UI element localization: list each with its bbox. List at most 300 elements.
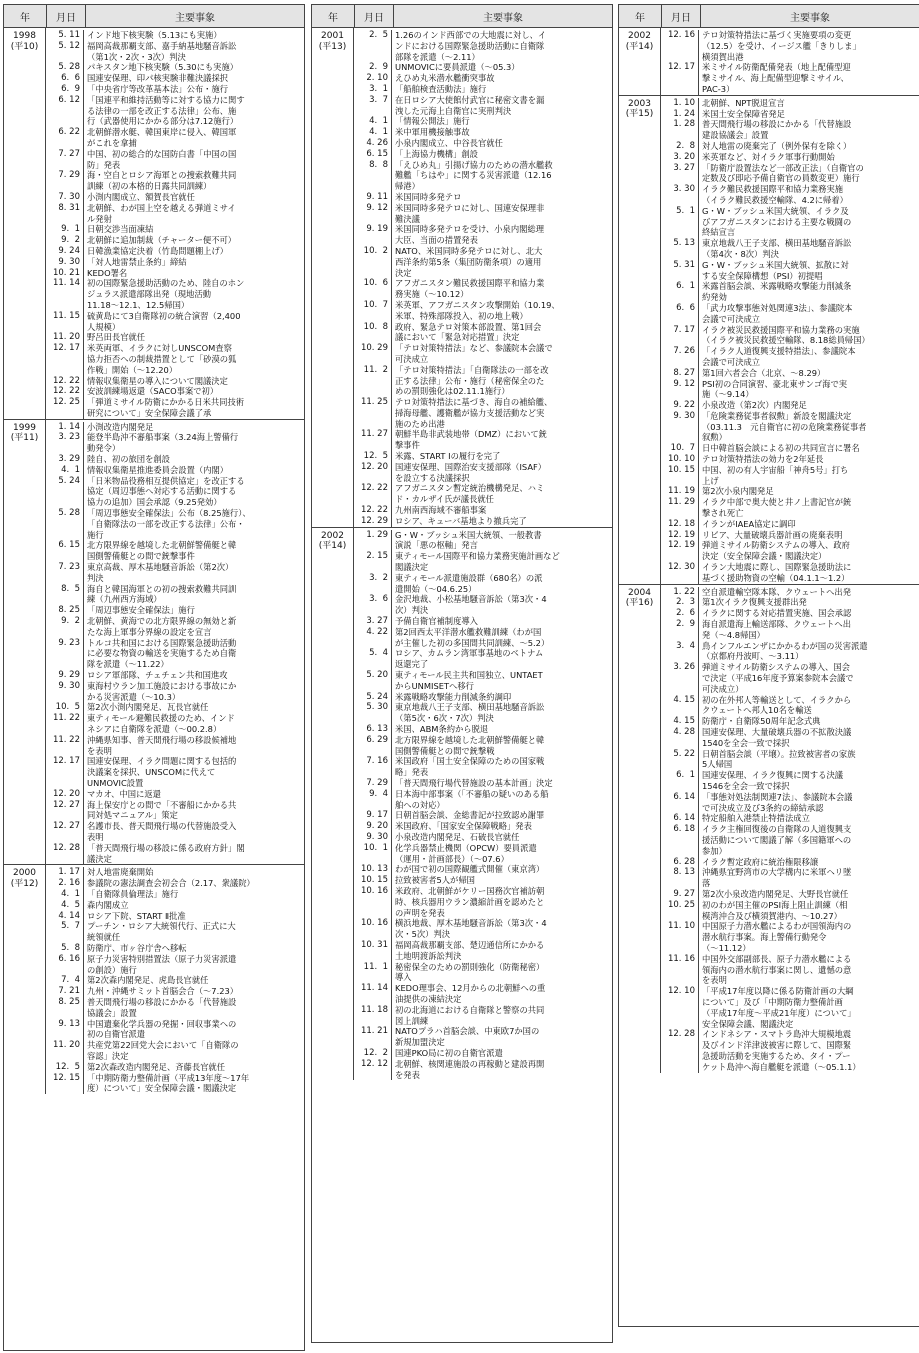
table-row bbox=[661, 619, 919, 641]
table-row bbox=[354, 1048, 612, 1059]
table-row bbox=[46, 889, 304, 900]
table-row bbox=[46, 800, 304, 822]
event-date: 1. 14 bbox=[46, 422, 84, 433]
table-row bbox=[354, 462, 612, 484]
event-text: KEDO署名 bbox=[87, 267, 128, 278]
event-date: 7. 29 bbox=[46, 170, 84, 192]
event-date: 9. 30 bbox=[661, 411, 699, 443]
event-date: 12. 22 bbox=[46, 376, 84, 387]
table-row bbox=[354, 138, 612, 149]
table-row bbox=[354, 735, 612, 757]
event-date: 9. 13 bbox=[46, 1019, 84, 1041]
table-row bbox=[354, 429, 612, 451]
table-row bbox=[46, 997, 304, 1019]
table-row bbox=[661, 109, 919, 120]
event-text: 沖縄県宜野湾市の大学構内に米軍ヘリ墜 落 bbox=[702, 867, 852, 889]
table-row bbox=[46, 422, 304, 433]
event-date: 4. 1 bbox=[46, 465, 84, 476]
event-date: 8. 25 bbox=[46, 997, 84, 1019]
event-date: 6. 6 bbox=[46, 73, 84, 84]
event-text: 対人地雷廃棄開始 bbox=[87, 867, 154, 878]
event-text: 日中韓首脳会談による初の共同宣言に署名 bbox=[702, 443, 860, 454]
event-date: 9. 29 bbox=[46, 670, 84, 681]
event-date: 5. 4 bbox=[354, 648, 392, 670]
event-date: 1. 10 bbox=[661, 98, 699, 109]
event-date: 11. 27 bbox=[354, 429, 392, 451]
event-text: 鳥インフルエンザにかかるわが国の災害派遣 （京都府丹波町、〜3.11） bbox=[702, 640, 868, 662]
year-label: 2000 bbox=[13, 868, 36, 879]
table-row bbox=[46, 235, 304, 246]
event-date: 5. 20 bbox=[354, 670, 392, 692]
event-date: 10. 6 bbox=[354, 278, 392, 300]
event-text: 「周辺事態安全確保法」施行 bbox=[87, 605, 195, 616]
event-date: 8. 31 bbox=[46, 203, 84, 225]
event-date: 6. 15 bbox=[354, 149, 392, 160]
event-date: 9. 2 bbox=[46, 616, 84, 638]
event-date: 9. 1 bbox=[46, 224, 84, 235]
event-date: 4. 1 bbox=[354, 116, 392, 127]
event-text: 中国原子力潜水艦によるわが国領海内の 潜水航行事案。海上警備行動発令 （〜11.12） bbox=[702, 921, 852, 953]
event-date: 10. 16 bbox=[354, 886, 392, 918]
event-text: 中国、初の有人宇宙船「神舟5号」打ち 上げ bbox=[702, 464, 849, 486]
event-text: 海自と韓国海軍との初の捜索救難共同訓 練（九州西方海域） bbox=[87, 583, 237, 605]
header-date: 月日 bbox=[662, 5, 701, 27]
event-date: 7. 17 bbox=[661, 325, 699, 347]
event-date: 10. 21 bbox=[46, 268, 84, 279]
table-row bbox=[661, 379, 919, 401]
table-row bbox=[354, 821, 612, 832]
event-date: 5. 8 bbox=[46, 943, 84, 954]
table-row bbox=[354, 724, 612, 735]
year-cell bbox=[619, 28, 661, 95]
event-text: 防衛庁・自衛隊50周年記念式典 bbox=[702, 716, 821, 727]
table-row bbox=[354, 918, 612, 940]
table-row bbox=[661, 770, 919, 792]
event-text: 第2次森改造内閣発足、斉藤長官就任 bbox=[87, 1061, 226, 1072]
event-date: 3. 4 bbox=[661, 641, 699, 663]
table-row bbox=[661, 889, 919, 900]
event-text: イラク中部で奥大使と井ノ上書記官が銃 撃され死亡 bbox=[702, 497, 852, 519]
table-row bbox=[46, 702, 304, 713]
event-text: 普天間飛行場の移設にかかる「代替施設 建設協議会」設置 bbox=[702, 119, 852, 141]
event-date: 1. 17 bbox=[46, 867, 84, 878]
table-row bbox=[661, 238, 919, 260]
event-date: 5. 22 bbox=[661, 749, 699, 771]
event-date: 4. 15 bbox=[661, 695, 699, 717]
event-date: 11. 22 bbox=[46, 713, 84, 735]
table-row bbox=[354, 116, 612, 127]
event-date: 12. 19 bbox=[661, 540, 699, 562]
event-text: 東ティモール民主共和国独立、UNTAET からUNMISETへ移行 bbox=[395, 670, 543, 691]
event-text: イラク難民救援国際平和協力業務実施 （イラク難民救援空輸隊、4.2に帰着） bbox=[702, 184, 848, 205]
table-row bbox=[354, 648, 612, 670]
event-date: 10. 16 bbox=[354, 918, 392, 940]
header-year: 年 bbox=[619, 5, 662, 27]
event-date: 3. 2 bbox=[354, 573, 392, 595]
table-row bbox=[661, 325, 919, 347]
table-row bbox=[661, 587, 919, 598]
event-text: 中国外交部副部長、原子力潜水艦による 領海内の潜水航行事案に関し、遺憾の意 を表明 bbox=[702, 953, 852, 986]
event-date: 12. 17 bbox=[661, 62, 699, 94]
table-row bbox=[46, 476, 304, 508]
table-row bbox=[661, 260, 919, 282]
event-date: 4. 22 bbox=[354, 627, 392, 649]
event-text: 「情報公開法」施行 bbox=[395, 116, 470, 127]
table-row bbox=[46, 508, 304, 540]
table-row bbox=[354, 149, 612, 160]
table-row bbox=[354, 789, 612, 811]
table-row bbox=[46, 605, 304, 616]
table-row bbox=[46, 62, 304, 73]
table-row bbox=[661, 30, 919, 62]
event-text: ロシア軍部隊、チェチェン共和国進攻 bbox=[87, 670, 228, 681]
table-row bbox=[354, 702, 612, 724]
event-date: 3. 6 bbox=[354, 594, 392, 616]
table-row bbox=[354, 778, 612, 789]
event-date: 7. 27 bbox=[46, 149, 84, 171]
event-date: 11. 20 bbox=[46, 1040, 84, 1062]
event-text: イラク暫定政府に統治権限移譲 bbox=[702, 856, 819, 867]
table-row bbox=[46, 246, 304, 257]
event-date: 9. 30 bbox=[354, 832, 392, 843]
event-text: 「防衛庁設置法など一部改正法」（自衛官の 定数及び即応予備自衛官の員数変更）施行 bbox=[702, 162, 864, 184]
event-date: 9. 22 bbox=[661, 400, 699, 411]
event-date: 11. 22 bbox=[46, 735, 84, 757]
table-row bbox=[354, 300, 612, 322]
table-row bbox=[46, 616, 304, 638]
table-row bbox=[46, 638, 304, 670]
event-text: 「弾道ミサイル防衛にかかる日米共同技術 研究について」安全保障会議了承 bbox=[87, 397, 245, 418]
event-text: 北朝鮮、わが国上空を越える弾道ミサイ ル発射 bbox=[87, 202, 236, 224]
era-label: (平13) bbox=[318, 41, 347, 52]
event-text: 「テロ対策特措法」など、参議院本会議で 可決成立 bbox=[395, 343, 553, 364]
event-text: PSI初の合同演習、豪北東サンゴ海で実 施（〜9.14） bbox=[702, 378, 848, 400]
event-date: 11. 20 bbox=[46, 332, 84, 343]
event-date: 9. 2 bbox=[46, 235, 84, 246]
event-date: 3. 29 bbox=[46, 454, 84, 465]
table-row bbox=[46, 149, 304, 171]
event-text: 米英軍、アフガニスタン攻撃開始（10.19、 米軍、特殊部隊投入、初の地上戦） bbox=[395, 299, 560, 321]
table-row bbox=[46, 789, 304, 800]
table-row bbox=[46, 432, 304, 454]
table-row bbox=[661, 562, 919, 584]
event-text: 東ティモール避難民救援のため、インド ネシアに自衛隊を派遣（〜00.2.8） bbox=[87, 713, 235, 734]
year-cell bbox=[4, 420, 46, 865]
table-row bbox=[46, 95, 304, 127]
table-row bbox=[354, 692, 612, 703]
event-date: 2. 16 bbox=[46, 878, 84, 889]
event-text: 「武力攻撃事態対処関連3法」、参議院本 会議で可決成立 bbox=[702, 302, 853, 324]
event-text: NATO、米国同時多発テロに対し、北大 西洋条約第5条（集団防衛条項）の適用 決定 bbox=[395, 245, 543, 278]
event-text: 「周辺事態安全確保法」公布（8.25施行）、 「自衛隊法の一部を改正する法律」公布・ 施行 bbox=[87, 508, 251, 540]
event-date: 9. 27 bbox=[661, 889, 699, 900]
table-row bbox=[46, 454, 304, 465]
event-text: 初の在外邦人等輸送として、イラクから クウェートへ邦人10名を輸送 bbox=[702, 694, 852, 716]
event-text: テロ対策特措法に基づき、海自の補給艦、 掃海母艦、護衛艦が協力支援活動など実 施のため出港 bbox=[395, 397, 553, 429]
event-text: 米中軍用機接触事故 bbox=[395, 127, 470, 138]
table-row bbox=[661, 400, 919, 411]
event-text: 小泉改造（第2次）内閣発足 bbox=[702, 400, 807, 411]
event-text: 名護市長、普天間飛行場の代替施設受入 表明 bbox=[87, 821, 237, 842]
event-text: 安波訓練場返還（SACO事案で初） bbox=[87, 386, 219, 397]
event-text: 「中央省庁等改革基本法」公布・施行 bbox=[87, 83, 229, 94]
event-date: 11. 29 bbox=[661, 497, 699, 519]
event-date: 5. 24 bbox=[46, 476, 84, 508]
event-date: 11. 25 bbox=[354, 397, 392, 429]
table-row bbox=[46, 735, 304, 757]
era-label: (平11) bbox=[10, 433, 39, 444]
event-date: 11. 14 bbox=[46, 278, 84, 310]
event-date: 7. 29 bbox=[354, 778, 392, 789]
year-label: 2002 bbox=[321, 530, 344, 541]
table-row bbox=[46, 465, 304, 476]
table-row bbox=[354, 940, 612, 962]
event-date: 9. 12 bbox=[661, 379, 699, 401]
event-text: 第2次森内閣発足、虎島長官就任 bbox=[87, 975, 209, 986]
year-block bbox=[312, 28, 612, 528]
event-date: 2. 6 bbox=[661, 608, 699, 619]
event-text: 米国同時多発テロ bbox=[395, 191, 462, 202]
event-date: 9. 11 bbox=[354, 192, 392, 203]
table-row bbox=[661, 163, 919, 185]
table-header bbox=[4, 5, 304, 28]
event-date: 9. 4 bbox=[354, 789, 392, 811]
event-date: 12. 28 bbox=[661, 1029, 699, 1072]
table-row bbox=[354, 84, 612, 95]
event-date: 7. 26 bbox=[661, 346, 699, 368]
event-text: 特定船舶入港禁止特措法成立 bbox=[702, 813, 810, 824]
event-text: プーチン・ロシア大統領代行、正式に大 統領就任 bbox=[87, 921, 236, 943]
event-date: 6. 28 bbox=[661, 857, 699, 868]
event-date: 11. 21 bbox=[354, 1026, 392, 1048]
table-row bbox=[46, 332, 304, 343]
event-date: 4. 1 bbox=[354, 127, 392, 138]
table-row bbox=[354, 810, 612, 821]
event-date: 9. 30 bbox=[46, 257, 84, 268]
event-text: 米英軍など、対イラク軍事行動開始 bbox=[702, 151, 835, 162]
event-text: リビア、大量破壊兵器計画の廃棄表明 bbox=[702, 529, 843, 540]
event-text: 米国政府「国土安全保障のための国家戦 略」発表 bbox=[395, 756, 545, 778]
event-date: 12. 30 bbox=[661, 562, 699, 584]
event-date: 8. 13 bbox=[661, 867, 699, 889]
table-row bbox=[661, 954, 919, 986]
table-row bbox=[354, 864, 612, 875]
event-text: 初の国際緊急援助活動のため、陸自のホン ジュラス派遣部隊出発（現地活動 11.18〜12.1、12.5帰国） bbox=[87, 278, 245, 310]
event-date: 10. 10 bbox=[661, 454, 699, 465]
table-row bbox=[46, 713, 304, 735]
table-row bbox=[46, 73, 304, 84]
event-date: 12. 19 bbox=[661, 530, 699, 541]
event-text: イランがIAEA協定に調印 bbox=[702, 518, 796, 529]
table-row bbox=[354, 530, 612, 552]
table-row bbox=[354, 886, 612, 918]
event-date: 11. 2 bbox=[354, 365, 392, 397]
event-text: 東海村ウラン加工施設における事故にか かる災害派遣（〜10.3） bbox=[87, 680, 237, 702]
table-row bbox=[354, 397, 612, 429]
table-row bbox=[661, 368, 919, 379]
event-date: 12. 22 bbox=[46, 386, 84, 397]
table-row bbox=[46, 268, 304, 279]
event-date: 10. 15 bbox=[661, 465, 699, 487]
table-row bbox=[661, 662, 919, 694]
event-date: 2. 5 bbox=[354, 30, 392, 62]
year-label: 2001 bbox=[321, 31, 344, 41]
event-text: G・W・ブッシュ米国大統領、イラク及 びアフガニスタンにおける主要な戦闘の 終結宣言 bbox=[702, 205, 852, 238]
event-text: 普天間飛行場の移設にかかる「代替施設 協議会」設置 bbox=[87, 996, 237, 1018]
event-date: 10. 8 bbox=[354, 322, 392, 344]
event-date: 10. 7 bbox=[661, 443, 699, 454]
table-row bbox=[46, 1019, 304, 1041]
event-text: 九州・沖縄サミット首脳会合（〜7.23） bbox=[87, 986, 239, 997]
event-text: 米露戦略攻撃能力削減条約調印 bbox=[395, 691, 512, 702]
table-row bbox=[46, 84, 304, 95]
year-cell bbox=[619, 585, 661, 1073]
event-date: 12. 17 bbox=[46, 756, 84, 788]
event-date: 5. 1 bbox=[661, 206, 699, 238]
year-cell bbox=[619, 96, 661, 584]
event-text: 「対人地雷禁止条約」締結 bbox=[87, 256, 187, 267]
event-date: 9. 12 bbox=[354, 203, 392, 225]
event-date: 12. 2 bbox=[354, 1048, 392, 1059]
year-cell bbox=[4, 28, 46, 419]
table-row bbox=[46, 756, 304, 788]
year-block bbox=[619, 585, 919, 1073]
event-text: 東ティモール国際平和協力業務実施計画など 閣議決定 bbox=[395, 551, 560, 573]
event-text: 拉致被害者5人が帰国 bbox=[395, 875, 475, 886]
event-text: 共産党第22回党大会において「自衛隊の 容認」決定 bbox=[87, 1040, 239, 1061]
event-text: 国連安保理、イラク問題に関する包括的 決議案を採択、UNSCOMに代えて UNMOVIC設置 bbox=[87, 756, 237, 788]
table-row bbox=[354, 516, 612, 527]
event-date: 8. 25 bbox=[46, 605, 84, 616]
table-row bbox=[354, 983, 612, 1005]
table-row bbox=[354, 756, 612, 778]
header-event: 主要事象 bbox=[483, 12, 523, 24]
event-date: 2. 15 bbox=[354, 551, 392, 573]
table-row bbox=[354, 224, 612, 246]
event-date: 3. 27 bbox=[661, 163, 699, 185]
event-date: 7. 30 bbox=[46, 192, 84, 203]
event-date: 4. 26 bbox=[354, 138, 392, 149]
event-text: 東京高裁、厚木基地騒音訴訟（第2次） 判決 bbox=[87, 562, 234, 583]
event-text: NATOプラハ首脳会談、中東欧7か国の 新規加盟決定 bbox=[395, 1026, 540, 1048]
table-row bbox=[661, 281, 919, 303]
table-row bbox=[46, 1062, 304, 1073]
event-date: 1. 28 bbox=[661, 119, 699, 141]
event-text: 東京地裁八王子支部、横田基地騒音訴訟 （第5次・6次・7次）判決 bbox=[395, 702, 545, 724]
header-year: 年 bbox=[4, 5, 47, 27]
event-date: 10. 7 bbox=[354, 300, 392, 322]
table-row bbox=[46, 41, 304, 63]
event-date: 6. 1 bbox=[661, 770, 699, 792]
table-row bbox=[46, 192, 304, 203]
event-text: 北方限界線を越境した北朝鮮警備艇と韓 国側警備艇との間で銃撃事件 bbox=[87, 540, 237, 562]
table-row bbox=[661, 792, 919, 814]
event-text: インド地下核実験（5.13にも実施） bbox=[87, 30, 222, 40]
event-date: 8. 27 bbox=[661, 368, 699, 379]
table-row bbox=[354, 127, 612, 138]
event-date: 12. 22 bbox=[354, 505, 392, 516]
table-row bbox=[354, 1005, 612, 1027]
event-text: 野呂田長官就任 bbox=[87, 332, 146, 343]
event-text: 政府、緊急テロ対策本部設置、第1回会 議において「緊急対応措置」決定 bbox=[395, 321, 542, 343]
event-text: G・W・ブッシュ米国大統領、一般教書 演説「悪の枢軸」発言 bbox=[395, 529, 542, 551]
table-row bbox=[46, 681, 304, 703]
event-date: 6. 15 bbox=[46, 540, 84, 562]
table-row bbox=[661, 540, 919, 562]
event-text: 米国政府、「国家安全保障戦略」発表 bbox=[395, 821, 532, 832]
table-row bbox=[354, 594, 612, 616]
event-date: 6. 1 bbox=[661, 281, 699, 303]
year-block bbox=[619, 96, 919, 585]
event-text: 九州南西海域不審船事案 bbox=[395, 505, 487, 516]
year-label: 2004 bbox=[628, 587, 651, 598]
table-row bbox=[354, 73, 612, 84]
event-text: 米国、ABM条約から脱退 bbox=[395, 724, 489, 734]
event-date: 11. 15 bbox=[46, 311, 84, 333]
table-header bbox=[619, 5, 919, 28]
table-row bbox=[661, 346, 919, 368]
table-row bbox=[46, 562, 304, 584]
event-text: 米国同時多発テロを受け、小泉内閣総理 大臣、当面の措置発表 bbox=[395, 224, 545, 246]
table-row bbox=[661, 641, 919, 663]
table-row bbox=[661, 695, 919, 717]
event-text: G・W・ブッシュ米国大統領、拡散に対 する安全保障構想（PSI）初提唱 bbox=[702, 259, 849, 281]
event-text: 横浜地裁、厚木基地騒音訴訟（第3次・4 次・5次）判決 bbox=[395, 918, 547, 940]
event-date: 10. 31 bbox=[354, 940, 392, 962]
event-date: 11. 14 bbox=[354, 983, 392, 1005]
event-date: 5. 12 bbox=[46, 41, 84, 63]
table-row bbox=[46, 986, 304, 997]
year-cell bbox=[4, 865, 46, 1094]
table-row bbox=[46, 911, 304, 922]
event-text: 米英両軍、イラクに対しUNSCOM査察 協力拒否への制裁措置として「砂漠の狐 作戦」開始（〜12.20） bbox=[87, 343, 237, 375]
event-text: 国連安保理、大量破壊兵器の不拡散決議 1540を全会一致で採択 bbox=[702, 727, 852, 748]
event-text: 弾道ミサイル防衛システムの導入、政府 決定（安全保障会議・閣議決定） bbox=[702, 540, 850, 562]
table-row bbox=[661, 303, 919, 325]
event-date: 6. 18 bbox=[661, 824, 699, 856]
event-text: アフガニスタン難民救援国際平和協力業 務実施（〜10.12） bbox=[395, 278, 545, 300]
event-date: 10. 25 bbox=[661, 900, 699, 922]
event-date: 3. 20 bbox=[661, 152, 699, 163]
event-date: 11. 1 bbox=[354, 962, 392, 984]
table-row bbox=[46, 170, 304, 192]
table-row bbox=[354, 483, 612, 505]
event-date: 11. 16 bbox=[661, 954, 699, 986]
event-text: 1.26のインド西部での大地震に対し、イ ンドにおける国際緊急援助活動に自衛隊 部隊を派遣（〜2.11） bbox=[395, 30, 547, 62]
event-text: 森内閣成立 bbox=[87, 899, 129, 910]
table-row bbox=[46, 397, 304, 419]
table-row bbox=[661, 98, 919, 109]
event-text: イラク主権回復後の自衛隊の人道復興支 援活動について閣議了解（多国籍軍への 参加） bbox=[702, 824, 852, 856]
event-text: 北朝鮮、核関連施設の再稼動と建設再開 を発表 bbox=[395, 1058, 545, 1080]
event-text: 対人地雷の廃棄完了（例外保有を除く） bbox=[702, 140, 852, 151]
table-row bbox=[354, 192, 612, 203]
event-date: 5. 11 bbox=[46, 30, 84, 41]
event-text: ロシア、キューバ基地より撤兵完了 bbox=[395, 515, 527, 526]
event-date: 12. 12 bbox=[354, 1059, 392, 1081]
year-block bbox=[312, 528, 612, 1081]
year-cell bbox=[312, 28, 354, 527]
table-row bbox=[46, 540, 304, 562]
event-text: 小渕改造内閣発足 bbox=[87, 421, 154, 432]
event-text: 「上海協力機構」創設 bbox=[395, 148, 478, 159]
event-text: 「国連平和維持活動等に対する協力に関す る法律の一部を改正する法律」公布、施 行（武器使用にかかる部分は7.12施行） bbox=[87, 94, 245, 127]
header-event: 主要事象 bbox=[790, 12, 830, 24]
event-text: 米露首脳会談、米露戦略攻撃能力削減条 約発効 bbox=[702, 281, 852, 303]
event-text: 能登半島沖不審船事案（3.24海上警備行 動発令） bbox=[87, 432, 239, 454]
table-row bbox=[46, 278, 304, 310]
event-date: 9. 23 bbox=[46, 638, 84, 670]
